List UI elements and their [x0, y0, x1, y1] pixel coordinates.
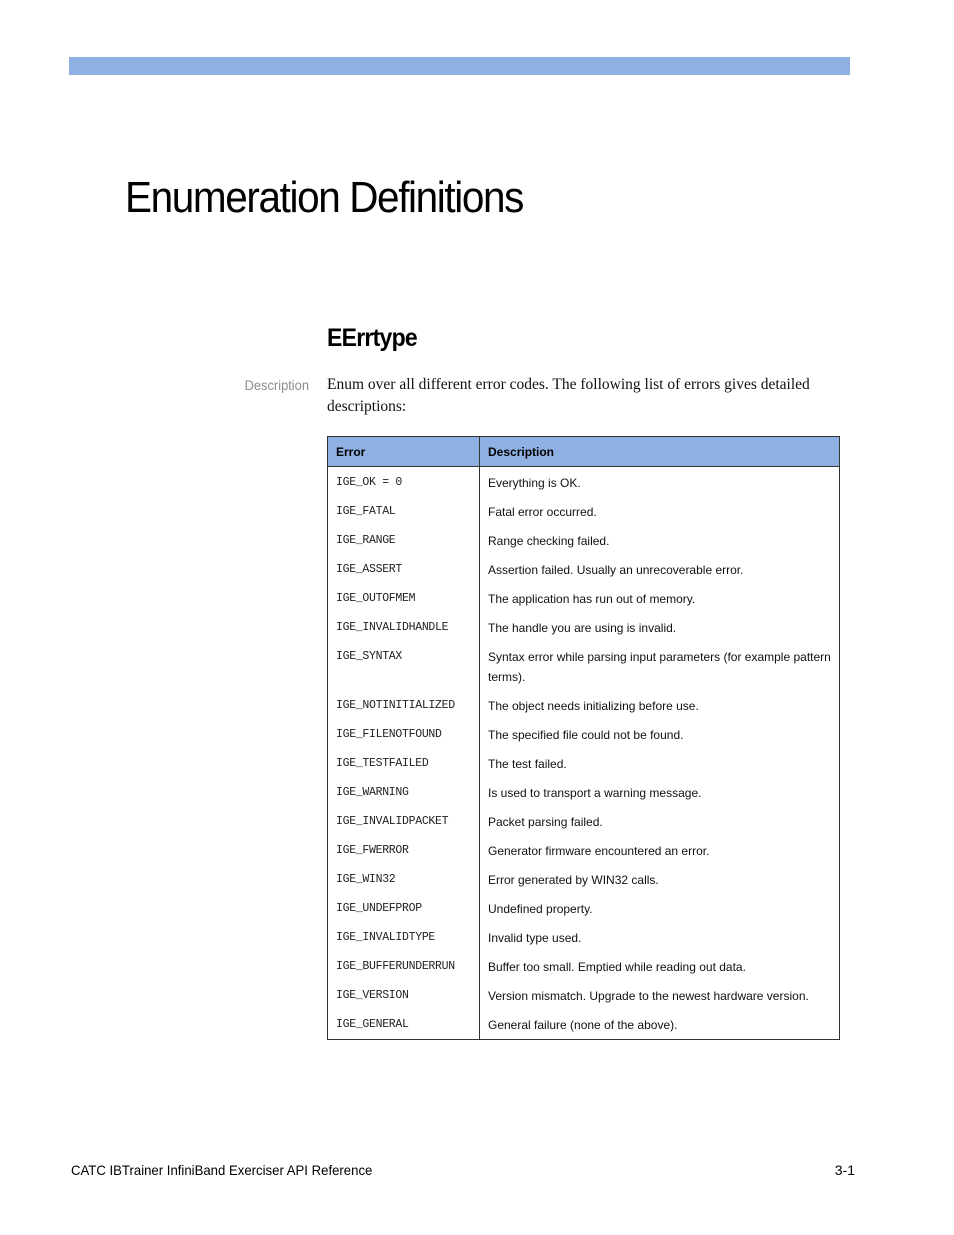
error-code-cell: IGE_OUTOFMEM: [328, 583, 480, 612]
error-codes-table: [327, 436, 840, 1040]
table-row: [328, 893, 840, 922]
error-code-cell: IGE_FWERROR: [328, 835, 480, 864]
table-body: [328, 467, 840, 1040]
error-code-cell: IGE_NOTINITIALIZED: [328, 690, 480, 719]
error-code-cell: IGE_GENERAL: [328, 1009, 480, 1040]
table-row: [328, 980, 840, 1009]
error-description-cell: Buffer too small. Emptied while reading out data.: [480, 951, 840, 980]
footer-page-number: 3-1: [834, 1162, 855, 1178]
error-code-cell: IGE_WARNING: [328, 777, 480, 806]
error-description-cell: Version mismatch. Upgrade to the newest hardware version.: [480, 980, 840, 1009]
error-code-cell: IGE_FATAL: [328, 496, 480, 525]
error-description-cell: The application has run out of memory.: [480, 583, 840, 612]
error-code-cell: IGE_INVALIDTYPE: [328, 922, 480, 951]
error-code-cell: IGE_INVALIDHANDLE: [328, 612, 480, 641]
table-row: [328, 951, 840, 980]
error-description-cell: Is used to transport a warning message.: [480, 777, 840, 806]
error-description-cell: The specified file could not be found.: [480, 719, 840, 748]
error-description-cell: Undefined property.: [480, 893, 840, 922]
error-description-cell: Fatal error occurred.: [480, 496, 840, 525]
error-code-cell: IGE_SYNTAX: [328, 641, 480, 690]
error-description-cell: Assertion failed. Usually an unrecoverable error.: [480, 554, 840, 583]
error-description-cell: Syntax error while parsing input parameters (for example pattern terms).: [480, 641, 840, 690]
error-code-cell: IGE_UNDEFPROP: [328, 893, 480, 922]
error-description-cell: Packet parsing failed.: [480, 806, 840, 835]
error-code-cell: IGE_ASSERT: [328, 554, 480, 583]
description-side-label: Description: [244, 377, 309, 393]
footer-document-title: CATC IBTrainer InfiniBand Exerciser API Reference: [71, 1162, 373, 1178]
error-description-cell: General failure (none of the above).: [480, 1009, 840, 1040]
table-row: [328, 777, 840, 806]
header-accent-bar: [69, 57, 850, 75]
table-row: [328, 864, 840, 893]
error-description-cell: Invalid type used.: [480, 922, 840, 951]
error-code-cell: IGE_OK = 0: [328, 467, 480, 497]
error-description-cell: Error generated by WIN32 calls.: [480, 864, 840, 893]
table-row: [328, 922, 840, 951]
table-row: [328, 467, 840, 497]
error-code-cell: IGE_INVALIDPACKET: [328, 806, 480, 835]
chapter-title: Enumeration Definitions: [125, 173, 524, 222]
error-code-cell: IGE_FILENOTFOUND: [328, 719, 480, 748]
error-code-cell: IGE_RANGE: [328, 525, 480, 554]
error-code-cell: IGE_BUFFERUNDERRUN: [328, 951, 480, 980]
error-code-cell: IGE_VERSION: [328, 980, 480, 1009]
column-header-error: Error: [328, 437, 480, 467]
table-row: [328, 835, 840, 864]
table-row: [328, 641, 840, 690]
table-row: [328, 806, 840, 835]
table-row: [328, 525, 840, 554]
table-header-row: [328, 437, 840, 467]
table-row: [328, 583, 840, 612]
table-row: [328, 748, 840, 777]
table-row: [328, 690, 840, 719]
error-description-cell: The object needs initializing before use.: [480, 690, 840, 719]
table-row: [328, 554, 840, 583]
error-code-cell: IGE_TESTFAILED: [328, 748, 480, 777]
table-row: [328, 1009, 840, 1040]
error-description-cell: Range checking failed.: [480, 525, 840, 554]
section-title: EErrtype: [327, 324, 417, 352]
table-row: [328, 719, 840, 748]
error-code-cell: IGE_WIN32: [328, 864, 480, 893]
error-description-cell: Everything is OK.: [480, 467, 840, 497]
error-description-cell: The test failed.: [480, 748, 840, 777]
error-description-cell: Generator firmware encountered an error.: [480, 835, 840, 864]
error-description-cell: The handle you are using is invalid.: [480, 612, 840, 641]
table-row: [328, 496, 840, 525]
column-header-description: Description: [480, 437, 840, 467]
section-description: Enum over all different error codes. The following list of errors gives detailed descriptions:: [327, 376, 810, 415]
table-row: [328, 612, 840, 641]
